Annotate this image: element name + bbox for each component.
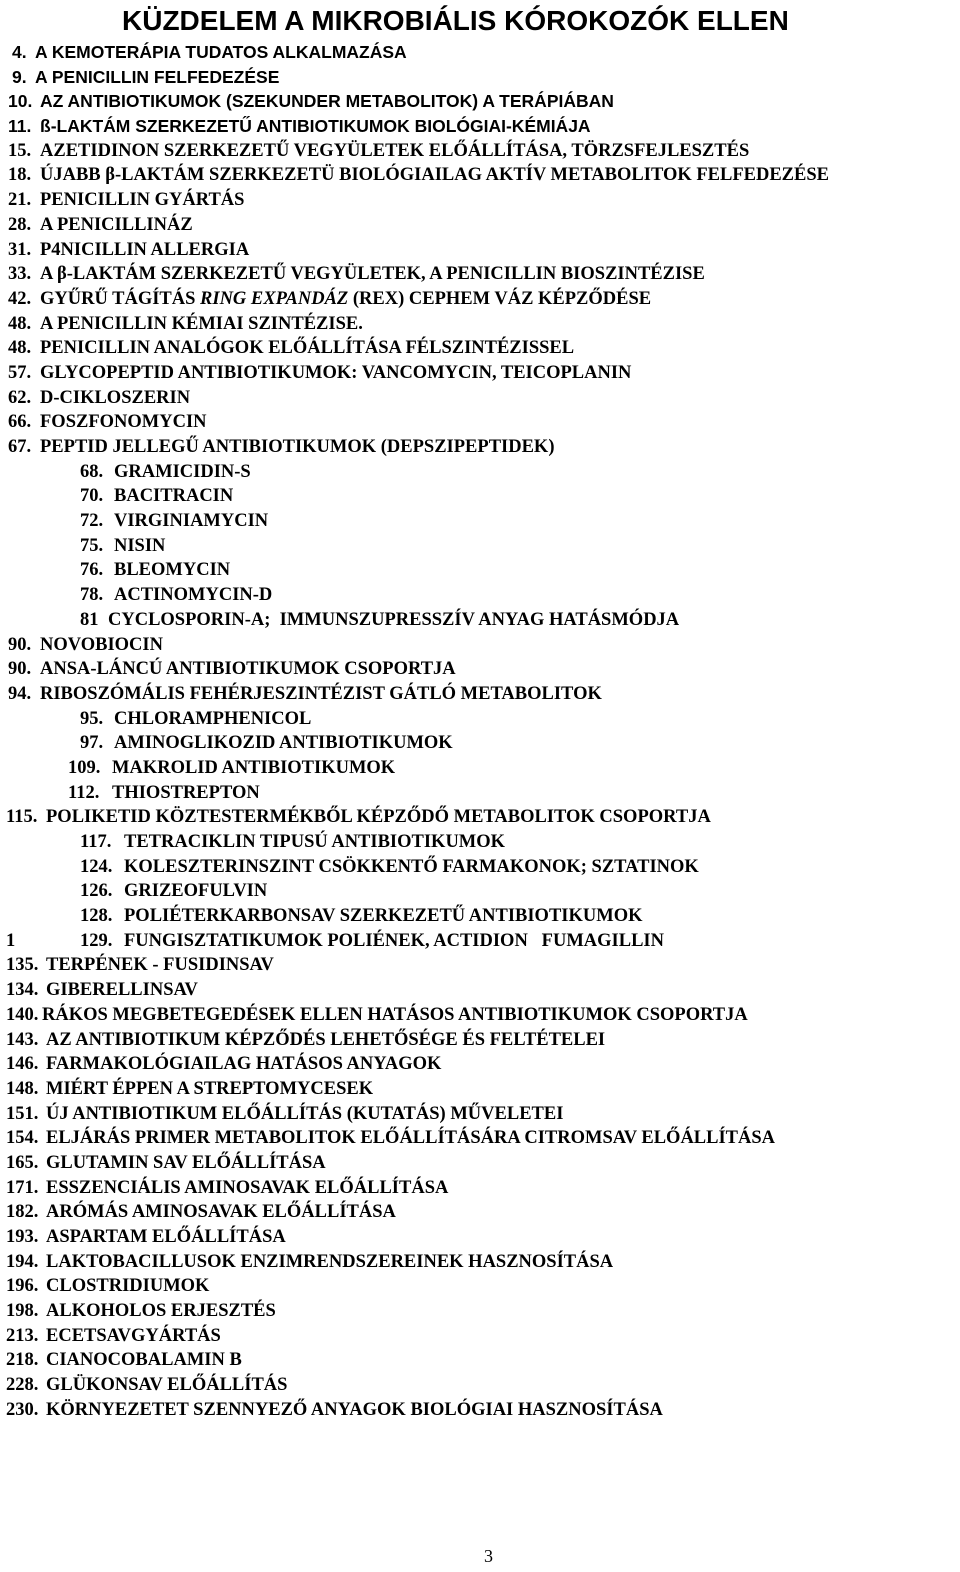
toc-entry-title: A PENICILLINÁZ	[40, 214, 193, 235]
toc-entry-number: 182.	[6, 1202, 39, 1223]
toc-entry	[0, 65, 960, 90]
toc-entry-title-part: GYŰRŰ TÁGÍTÁS	[40, 288, 201, 309]
toc-entry-title: ELJÁRÁS PRIMER METABOLITOK ELŐÁLLÍTÁSÁRA CITROMSAV ELŐÁLLÍTÁSA	[46, 1128, 776, 1149]
toc-entry	[0, 1398, 960, 1423]
toc-entry	[0, 435, 960, 460]
toc-entry	[0, 953, 960, 978]
toc-entry-number: 194.	[6, 1251, 39, 1272]
toc-entry	[0, 534, 960, 559]
toc-entry	[0, 707, 960, 732]
toc-entry-number: 154.	[6, 1128, 39, 1149]
toc-entry-title: LAKTOBACILLUSOK ENZIMRENDSZEREINEK HASZNOSÍTÁSA	[46, 1251, 614, 1272]
toc-entry-number: 115.	[6, 807, 38, 828]
toc-entry	[0, 484, 960, 509]
toc-entry	[0, 855, 960, 880]
toc-entry-number: 11.	[8, 116, 32, 137]
toc-entry-number: 10.	[8, 91, 33, 112]
toc-entry-title: GLYCOPEPTID ANTIBIOTIKUMOK: VANCOMYCIN, TEICOPLANIN	[40, 362, 632, 383]
toc-entry-number: 134.	[6, 980, 39, 1001]
toc-entry	[0, 361, 960, 386]
toc-entry-title: ALKOHOLOS ERJESZTÉS	[46, 1301, 276, 1322]
toc-entry-number: 94.	[8, 683, 32, 704]
toc-entry-title	[40, 287, 651, 312]
toc-entry-number: 171.	[6, 1177, 39, 1198]
toc-entry	[0, 1274, 960, 1299]
toc-entry	[0, 633, 960, 658]
toc-entry-number: 230.	[6, 1399, 39, 1420]
toc-entry	[0, 904, 960, 929]
toc-entry	[0, 386, 960, 411]
toc-entry	[0, 312, 960, 337]
toc-entry-number: 97.	[80, 733, 104, 754]
toc-entry-title: A PENICILLIN FELFEDEZÉSE	[35, 66, 280, 87]
toc-entry-title: TERPÉNEK - FUSIDINSAV	[46, 955, 274, 976]
toc-entry	[0, 163, 960, 188]
toc-entry	[0, 1028, 960, 1053]
toc-entry	[0, 40, 960, 65]
toc-entry-number: 67.	[8, 437, 32, 457]
toc-entry-number: 148.	[6, 1078, 39, 1099]
toc-entry-number: 78.	[80, 585, 104, 606]
toc-entry	[0, 781, 960, 806]
toc-entry-title: ESSZENCIÁLIS AMINOSAVAK ELŐÁLLÍTÁSA	[46, 1177, 449, 1198]
toc-entry-number: 198.	[6, 1301, 39, 1322]
toc-entry-title: AMINOGLIKOZID ANTIBIOTIKUMOK	[114, 733, 453, 754]
toc-entry-title-part: (REX) CEPHEM VÁZ KÉPZŐDÉSE	[348, 288, 652, 309]
toc-entry-title: CLOSTRIDIUMOK	[46, 1276, 210, 1297]
page-number: 3	[484, 1546, 493, 1566]
toc-entry-title: D-CIKLOSZERIN	[40, 387, 191, 408]
toc-entry-title: BLEOMYCIN	[114, 560, 231, 581]
toc-entry-prefix: 1	[6, 930, 16, 951]
toc-entry-title: FUNGISZTATIKUMOK POLIÉNEK, ACTIDION FUMAGILLIN	[124, 930, 664, 951]
toc-entry-number: 31.	[8, 239, 32, 260]
toc-entry	[0, 1373, 960, 1398]
toc-entry-number: 18.	[8, 165, 32, 186]
toc-entry-number: 21.	[8, 190, 32, 211]
toc-entry	[0, 89, 960, 114]
toc-entry-title: NISIN	[114, 535, 166, 556]
toc-entry-title: RIBOSZÓMÁLIS FEHÉRJESZINTÉZIST GÁTLÓ METABOLITOK	[40, 683, 602, 704]
toc-entry-number: 33.	[8, 264, 32, 285]
toc-entry-number: 151.	[6, 1103, 39, 1124]
page-title: KÜZDELEM A MIKROBIÁLIS KÓROKOZÓK ELLEN	[122, 5, 789, 36]
toc-entry-number: 42.	[8, 288, 32, 309]
toc-entry-number: 70.	[80, 486, 104, 507]
toc-entry	[0, 756, 960, 781]
toc-entry-number: 75.	[80, 535, 104, 556]
toc-entry-title: KOLESZTERINSZINT CSÖKKENTŐ FARMAKONOK; SZTATINOK	[124, 856, 699, 877]
toc-entry	[0, 460, 960, 485]
toc-entry-title: POLIÉTERKARBONSAV SZERKEZETŰ ANTIBIOTIKUMOK	[124, 906, 643, 927]
toc-entry-number: 4.	[12, 42, 27, 62]
toc-entry-title: GRAMICIDIN-S	[114, 461, 251, 482]
toc-entry	[0, 1126, 960, 1151]
toc-entry	[0, 1003, 960, 1028]
toc-entry-title: BACITRACIN	[114, 486, 234, 507]
toc-entry-number: 124.	[80, 856, 113, 877]
toc-entry	[0, 1250, 960, 1275]
toc-entry	[0, 410, 960, 435]
toc-entry-number: 68.	[80, 461, 104, 482]
toc-entry-title: AZ ANTIBIOTIKUMOK (SZEKUNDER METABOLITOK) A TERÁPIÁBAN	[40, 91, 614, 112]
toc-entry-title: PEPTID JELLEGŰ ANTIBIOTIKUMOK (DEPSZIPEPTIDEK)	[40, 437, 555, 457]
toc-entry	[0, 830, 960, 855]
toc-entry-title: AZETIDINON SZERKEZETŰ VEGYÜLETEK ELŐÁLLÍTÁSA, TÖRZSFEJLESZTÉS	[40, 140, 750, 161]
toc-entry-title: TETRACIKLIN TIPUSÚ ANTIBIOTIKUMOK	[124, 832, 506, 852]
toc-entry-number: 81	[80, 609, 99, 630]
toc-entry-number: 218.	[6, 1350, 39, 1371]
toc-entry-title: A PENICILLIN KÉMIAI SZINTÉZISE.	[40, 313, 363, 334]
toc-entry-number: 90.	[8, 634, 32, 655]
toc-entry-number: 129.	[80, 930, 113, 951]
toc-entry-number: 117.	[80, 832, 112, 852]
toc-entry-number: 28.	[8, 214, 32, 235]
toc-entry-title: CYCLOSPORIN-A; IMMUNSZUPRESSZÍV ANYAG HATÁSMÓDJA	[108, 609, 680, 630]
toc-entry-title: PENICILLIN GYÁRTÁS	[40, 190, 245, 211]
toc-entry-title: FOSZFONOMYCIN	[40, 412, 207, 433]
toc-entry-number: 62.	[8, 387, 32, 408]
toc-entry-number: 72.	[80, 511, 104, 532]
toc-entry-number: 165.	[6, 1152, 39, 1173]
toc-entry-number: 66.	[8, 412, 32, 433]
toc-entry-title: VIRGINIAMYCIN	[114, 511, 269, 532]
toc-entry-title: GRIZEOFULVIN	[124, 881, 268, 902]
toc-entry-number: 48.	[8, 338, 32, 359]
toc-entry	[0, 1348, 960, 1373]
toc-entry	[0, 978, 960, 1003]
toc-entry-title: ECETSAVGYÁRTÁS	[46, 1325, 221, 1346]
toc-entry-number: 146.	[6, 1054, 39, 1075]
toc-entry	[0, 1176, 960, 1201]
toc-entry	[0, 1102, 960, 1127]
toc-entry-title: NOVOBIOCIN	[40, 634, 163, 655]
toc-entry	[0, 1052, 960, 1077]
toc-entry-title: AZ ANTIBIOTIKUM KÉPZŐDÉS LEHETŐSÉGE ÉS FELTÉTELEI	[46, 1029, 606, 1050]
toc-entry	[0, 1200, 960, 1225]
toc-entry-title	[46, 1373, 287, 1398]
toc-entry	[0, 879, 960, 904]
toc-entry	[0, 608, 960, 633]
toc-entry-number: 196.	[6, 1276, 39, 1297]
toc-entry-title: CIANOCOBALAMIN B	[46, 1350, 242, 1371]
toc-entry-title: MAKROLID ANTIBIOTIKUMOK	[112, 757, 396, 778]
toc-entry	[0, 238, 960, 263]
toc-entry-number: 90.	[8, 659, 32, 680]
toc-entry-number: 193.	[6, 1227, 39, 1247]
toc-entry	[0, 929, 960, 954]
toc-entry-title: RÁKOS MEGBETEGEDÉSEK ELLEN HATÁSOS ANTIBIOTIKUMOK CSOPORTJA	[42, 1004, 748, 1025]
toc-entry	[0, 657, 960, 682]
toc-entry-number: 228.	[6, 1375, 39, 1396]
toc-entry	[0, 509, 960, 534]
toc-entry-number: 95.	[80, 708, 104, 729]
toc-entry-number: 48.	[8, 313, 32, 334]
toc-entry-title: A β-LAKTÁM SZERKEZETŰ VEGYÜLETEK, A PENICILLIN BIOSZINTÉZISE	[40, 264, 705, 285]
toc-entry-number: 57.	[8, 362, 32, 383]
toc-entry-number: 15.	[8, 140, 32, 161]
toc-entry-number: 109.	[68, 757, 101, 778]
toc-entry-number: 143.	[6, 1029, 39, 1050]
toc-entry-number: 140.	[6, 1004, 39, 1025]
toc-entry-title: KÖRNYEZETET SZENNYEZŐ ANYAGOK BIOLÓGIAI HASZNOSÍTÁSA	[46, 1399, 663, 1420]
toc-entry	[0, 139, 960, 164]
toc-entry	[0, 1077, 960, 1102]
toc-entry	[0, 1299, 960, 1324]
toc-entry	[0, 1225, 960, 1250]
toc-entry	[0, 262, 960, 287]
toc-entry	[0, 1151, 960, 1176]
toc-entry	[0, 731, 960, 756]
toc-entry-title: ß-LAKTÁM SZERKEZETŰ ANTIBIOTIKUMOK BIOLÓGIAI-KÉMIÁJA	[40, 116, 591, 137]
toc-entry-number: 76.	[80, 560, 104, 581]
toc-entry	[0, 114, 960, 139]
toc-entry-number: 9.	[12, 66, 27, 87]
toc-entry-number: 135.	[6, 955, 39, 976]
toc-entry	[0, 558, 960, 583]
toc-entry	[0, 1423, 960, 1448]
toc-entry-title: ACTINOMYCIN-D	[114, 585, 273, 606]
toc-entry-title: PENICILLIN ANALÓGOK ELŐÁLLÍTÁSA FÉLSZINTÉZISSEL	[40, 338, 575, 359]
toc-entry-title: ARÓMÁS AMINOSAVAK ELŐÁLLÍTÁSA	[46, 1202, 396, 1223]
toc-entry	[0, 1324, 960, 1349]
toc-entry	[0, 583, 960, 608]
toc-entry	[0, 213, 960, 238]
toc-entry-title: POLIKETID KÖZTESTERMÉKBŐL KÉPZŐDŐ METABOLITOK CSOPORTJA	[46, 807, 711, 828]
toc-entry-title: ÚJABB β-LAKTÁM SZERKEZETÜ BIOLÓGIAILAG AKTÍV METABOLITOK FELFEDEZÉSE	[40, 165, 829, 186]
toc-entry	[0, 188, 960, 213]
toc-entry-title-part: GLÜKONSAV ELŐÁLLÍTÁS	[46, 1375, 288, 1396]
toc-entry-title: ANSA-LÁNCÚ ANTIBIOTIKUMOK CSOPORTJA	[40, 659, 456, 680]
table-of-contents	[0, 40, 960, 1447]
toc-entry-title: GIBERELLINSAV	[46, 980, 198, 1001]
toc-entry-title: A KEMOTERÁPIA TUDATOS ALKALMAZÁSA	[35, 42, 407, 62]
toc-entry-title: GLUTAMIN SAV ELŐÁLLÍTÁSA	[46, 1152, 326, 1173]
toc-entry-title: FARMAKOLÓGIAILAG HATÁSOS ANYAGOK	[46, 1054, 442, 1075]
toc-entry	[0, 336, 960, 361]
toc-entry	[0, 287, 960, 312]
toc-entry-title: THIOSTREPTON	[112, 782, 260, 803]
toc-entry-number: 112.	[68, 782, 100, 803]
toc-entry-title: P4NICILLIN ALLERGIA	[40, 239, 250, 260]
toc-entry-number: 126.	[80, 881, 113, 902]
toc-entry	[0, 805, 960, 830]
toc-entry	[0, 682, 960, 707]
toc-entry-title: ÚJ ANTIBIOTIKUM ELŐÁLLÍTÁS (KUTATÁS) MŰVELETEI	[46, 1103, 564, 1124]
toc-entry-title-italic: RING EXPANDÁZ	[200, 288, 349, 309]
toc-entry-number: 213.	[6, 1325, 39, 1346]
toc-entry-number: 128.	[80, 906, 113, 927]
toc-entry-title: ASPARTAM ELŐÁLLÍTÁSA	[46, 1227, 286, 1247]
toc-entry-title: MIÉRT ÉPPEN A STREPTOMYCESEK	[46, 1078, 374, 1099]
toc-entry-title: CHLORAMPHENICOL	[114, 708, 312, 729]
